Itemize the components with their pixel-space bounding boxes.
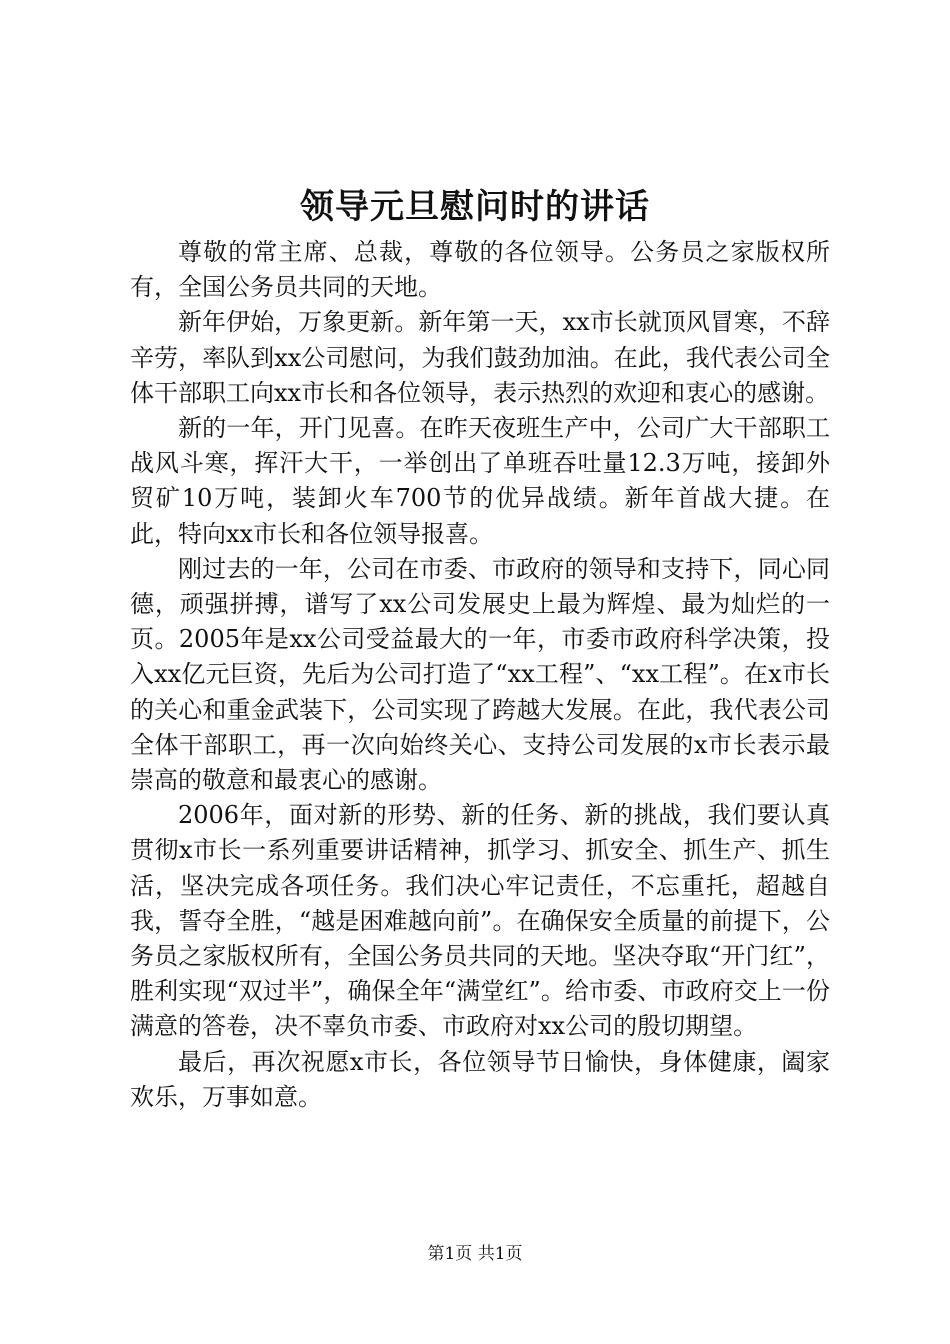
paragraph-closing-wishes: 最后，再次祝愿x市长，各位领导节日愉快，身体健康，阖家欢乐，万事如意。 (130, 1047, 830, 1111)
paragraph-greeting: 尊敬的常主席、总裁，尊敬的各位领导。公务员之家版权所有，全国公务员共同的天地。 (130, 238, 830, 302)
document-body (130, 235, 830, 1115)
paragraph-2006-plan: 2006年，面对新的形势、新的任务、新的挑战，我们要认真贯彻x市长一系列重要讲话精神，抓学习、抓安全、抓生产、抓生活，坚决完成各项任务。我们决心牢记责任，不忘重托，超越自我，誓夺全胜，“越是困难越向前”。在确保安全质量的前提下，公务员之家版权所有，全国公务员共同的天地。坚决夺取“开门红”，胜利实现“双过半”，确保全年“满堂红”。给市委、市政府交上一份满意的答卷，决不辜负市委、市政府对xx公司的殷切期望。 (130, 801, 830, 1041)
paragraph-good-news: 新的一年，开门见喜。在昨天夜班生产中，公司广大干部职工战风斗寒，挥汗大干，一举创出了单班吞吐量12.3万吨，接卸外贸矿10万吨，装卸火车700节的优异战绩。新年首战大捷。在此，特向xx市长和各位领导报喜。 (130, 414, 830, 548)
document-title: 领导元旦慰问时的讲话 (300, 187, 650, 227)
paragraph-past-year: 刚过去的一年，公司在市委、市政府的领导和支持下，同心同德，顽强拼搏，谱写了xx公司发展史上最为辉煌、最为灿烂的一页。2005年是xx公司受益最大的一年，市委市政府科学决策，投入xx亿元巨资，先后为公司打造了“xx工程”、“xx工程”。在x市长的关心和重金武装下，公司实现了跨越大发展。在此，我代表公司全体干部职工，再一次向始终关心、支持公司发展的x市长表示最崇高的敬意和最衷心的感谢。 (130, 554, 830, 795)
page-number-footer: 第1页 共1页 (427, 1244, 523, 1264)
paragraph-new-year: 新年伊始，万象更新。新年第一天，xx市长就顶风冒寒，不辞辛劳，率队到xx公司慰问，为我们鼓劲加油。在此，我代表公司全体干部职工向xx市长和各位领导，表示热烈的欢迎和衷心的感谢。 (130, 308, 830, 407)
